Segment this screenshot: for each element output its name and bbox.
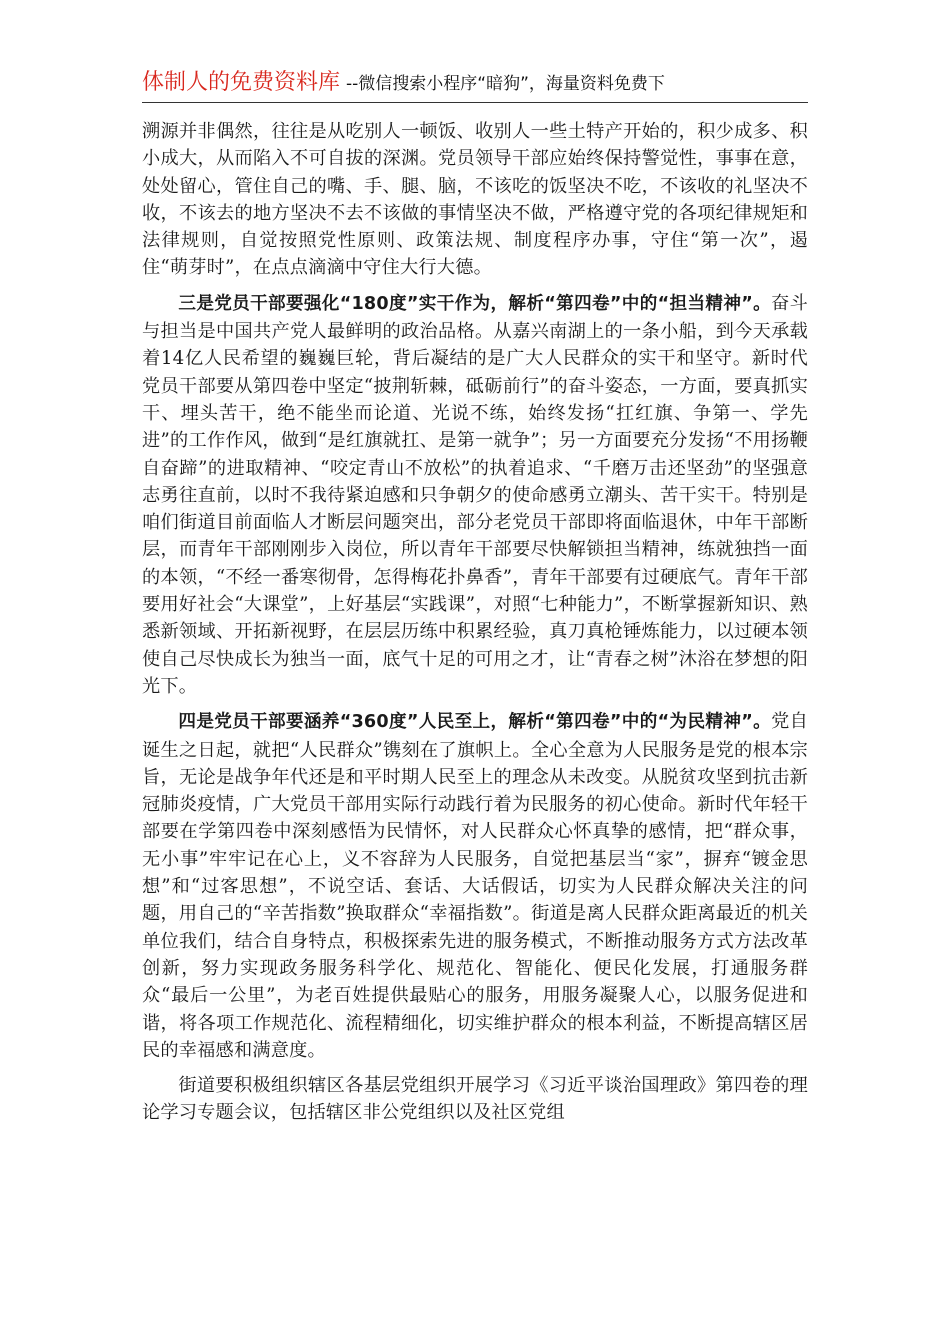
header-brand: 体制人的免费资料库 — [142, 70, 341, 95]
paragraph-third-point — [142, 290, 808, 700]
paragraph-text: 溯源并非偶然，往往是从吃别人一顿饭、收别人一些土特产开始的，积少成多、积小成大，从而陷入不可自拔的深渊。党员领导干部应始终保持警觉性，事事在意，处处留心，管住自己的嘴、手、腿、脑，不该吃的饭坚决不吃，不该收的礼坚决不收，不该去的地方坚决不去不该做的事情坚决不做，严格遵守党的各项纪律规矩和法律规则，自觉按照党性原则、政策法规、制度程序办事，守住“第一次”，遏住“萌芽时”，在点点滴滴中守住大行大德。 — [142, 121, 808, 279]
paragraph-lead-heading: 三是党员干部要强化“180度”实干作为，解析“第四卷”中的“担当精神”。 — [178, 293, 772, 314]
paragraph-text: 奋斗与担当是中国共产党人最鲜明的政治品格。从嘉兴南湖上的一条小船，到今天承载着14亿人民希望的巍巍巨轮，背后凝结的是广大人民群众的实干和坚守。新时代党员干部要从第四卷中坚定“披荆斩棘，砥砺前行”的奋斗姿态，一方面，要真抓实干、埋头苦干，绝不能坐而论道、光说不练，始终发扬“扛红旗、争第一、学先进”的工作作风，做到“是红旗就扛、是第一就争”；另一方面要充分发扬“不用扬鞭自奋蹄”的进取精神、“咬定青山不放松”的执着追求、“千磨万击还坚劲”的坚强意志勇往直前，以时不我待紧迫感和只争朝夕的使命感勇立潮头、苦干实干。特别是咱们街道目前面临人才断层问题突出，部分老党员干部即将面临退休，中年干部断层，而青年干部刚刚步入岗位，所以青年干部要尽快解锁担当精神，练就独挡一面的本领，“不经一番寒彻骨，怎得梅花扑鼻香”，青年干部要有过硬底气。青年干部要用好社会“大课堂”，上好基层“实践课”，对照“七种能力”，不断掌握新知识、熟悉新领域、开拓新视野，在层层历练中积累经验，真刀真枪锤炼能力，以过硬本领使自己尽快成长为独当一面，底气十足的可用之才，让“青春之树”沐浴在梦想的阳光下。 — [142, 292, 809, 697]
header-tagline: --微信搜索小程序“暗狗”，海量资料免费下 — [346, 74, 665, 94]
paragraph-continuation — [142, 118, 808, 282]
paragraph-closing — [142, 1072, 808, 1127]
paragraph-text: 街道要积极组织辖区各基层党组织开展学习《习近平谈治国理政》第四卷的理论学习专题会议，包括辖区非公党组织以及社区党组 — [142, 1075, 808, 1124]
paragraph-text: 党自诞生之日起，就把“人民群众”镌刻在了旗帜上。全心全意为人民服务是党的根本宗旨，无论是战争年代还是和平时期人民至上的理念从未改变。从脱贫攻坚到抗击新冠肺炎疫情，广大党员干部用实际行动践行着为民服务的初心使命。新时代年轻干部要在学第四卷中深刻感悟为民情怀，对人民群众心怀真挚的感情，把“群众事，无小事”牢牢记在心上，义不容辞为人民服务，自觉把基层当“家”，摒弃“镀金思想”和“过客思想”，不说空话、套话、大话假话，切实为人民群众解决关注的问题，用自己的“辛苦指数”换取群众“幸福指数”。街道是离人民群众距离最近的机关单位我们，结合自身特点，积极探索先进的服务模式，不断推动服务方式方法改革创新，努力实现政务服务科学化、规范化、智能化、便民化发展，打通服务群众“最后一公里”，为老百姓提供最贴心的服务，用服务凝聚人心，以服务促进和谐，将各项工作规范化、流程精细化，切实维护群众的根本利益，不断提高辖区居民的幸福感和满意度。 — [142, 711, 809, 1061]
paragraph-fourth-point — [142, 708, 808, 1064]
paragraph-lead-heading: 四是党员干部要涵养“360度”人民至上，解析“第四卷”中的“为民精神”。 — [178, 712, 772, 733]
page-header — [142, 66, 808, 103]
document-body — [142, 118, 808, 1127]
